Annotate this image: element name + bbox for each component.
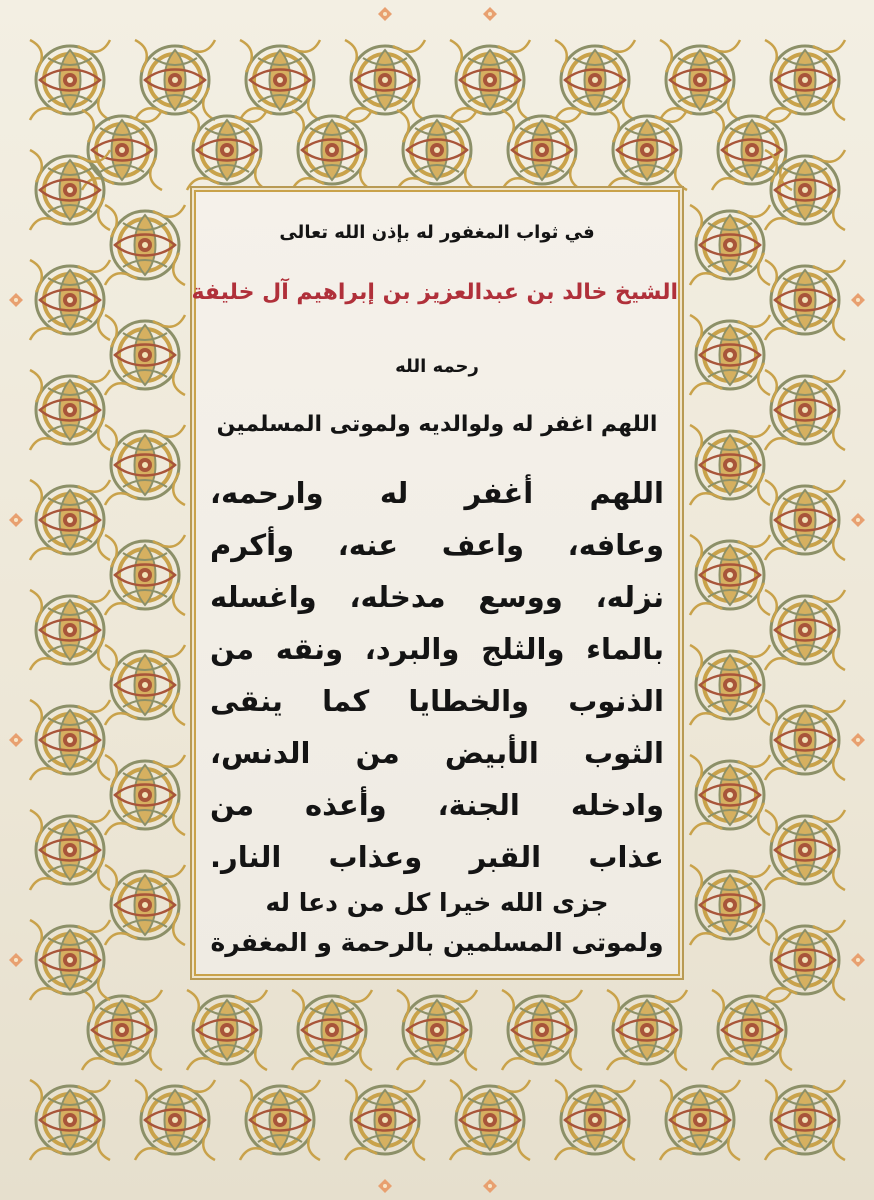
dedication-line: في ثواب المغفور له بإذن الله تعالى	[279, 222, 595, 243]
dua-line: وعافه، واعف عنه، وأكرم	[210, 528, 664, 562]
forgive-line: اللهم اغفر له ولوالديه ولموتى المسلمين	[216, 412, 658, 437]
dua-line: الثوب الأبيض من الدنس،	[210, 736, 664, 770]
dua-line: الذنوب والخطايا كما ينقى	[210, 684, 664, 718]
dua-line: وادخله الجنة، وأعذه من	[210, 788, 664, 822]
text-panel	[191, 192, 678, 974]
dua-line: بالماء والثلج والبرد، ونقه من	[210, 632, 664, 666]
dua-line: اللهم أغفر له وارحمه،	[210, 476, 664, 510]
closing-line: جزى الله خيرا كل من دعا له	[265, 888, 609, 917]
dua-line: عذاب القبر وعذاب النار.	[210, 840, 664, 874]
deceased-name: الشيخ خالد بن عبدالعزيز بن إبراهيم آل خليفة	[191, 280, 678, 305]
dua-line: نزله، ووسع مدخله، واغسله	[210, 580, 664, 614]
closing-line: ولموتى المسلمين بالرحمة و المغفرة	[210, 928, 664, 957]
mercy-line: رحمه الله	[395, 356, 479, 377]
